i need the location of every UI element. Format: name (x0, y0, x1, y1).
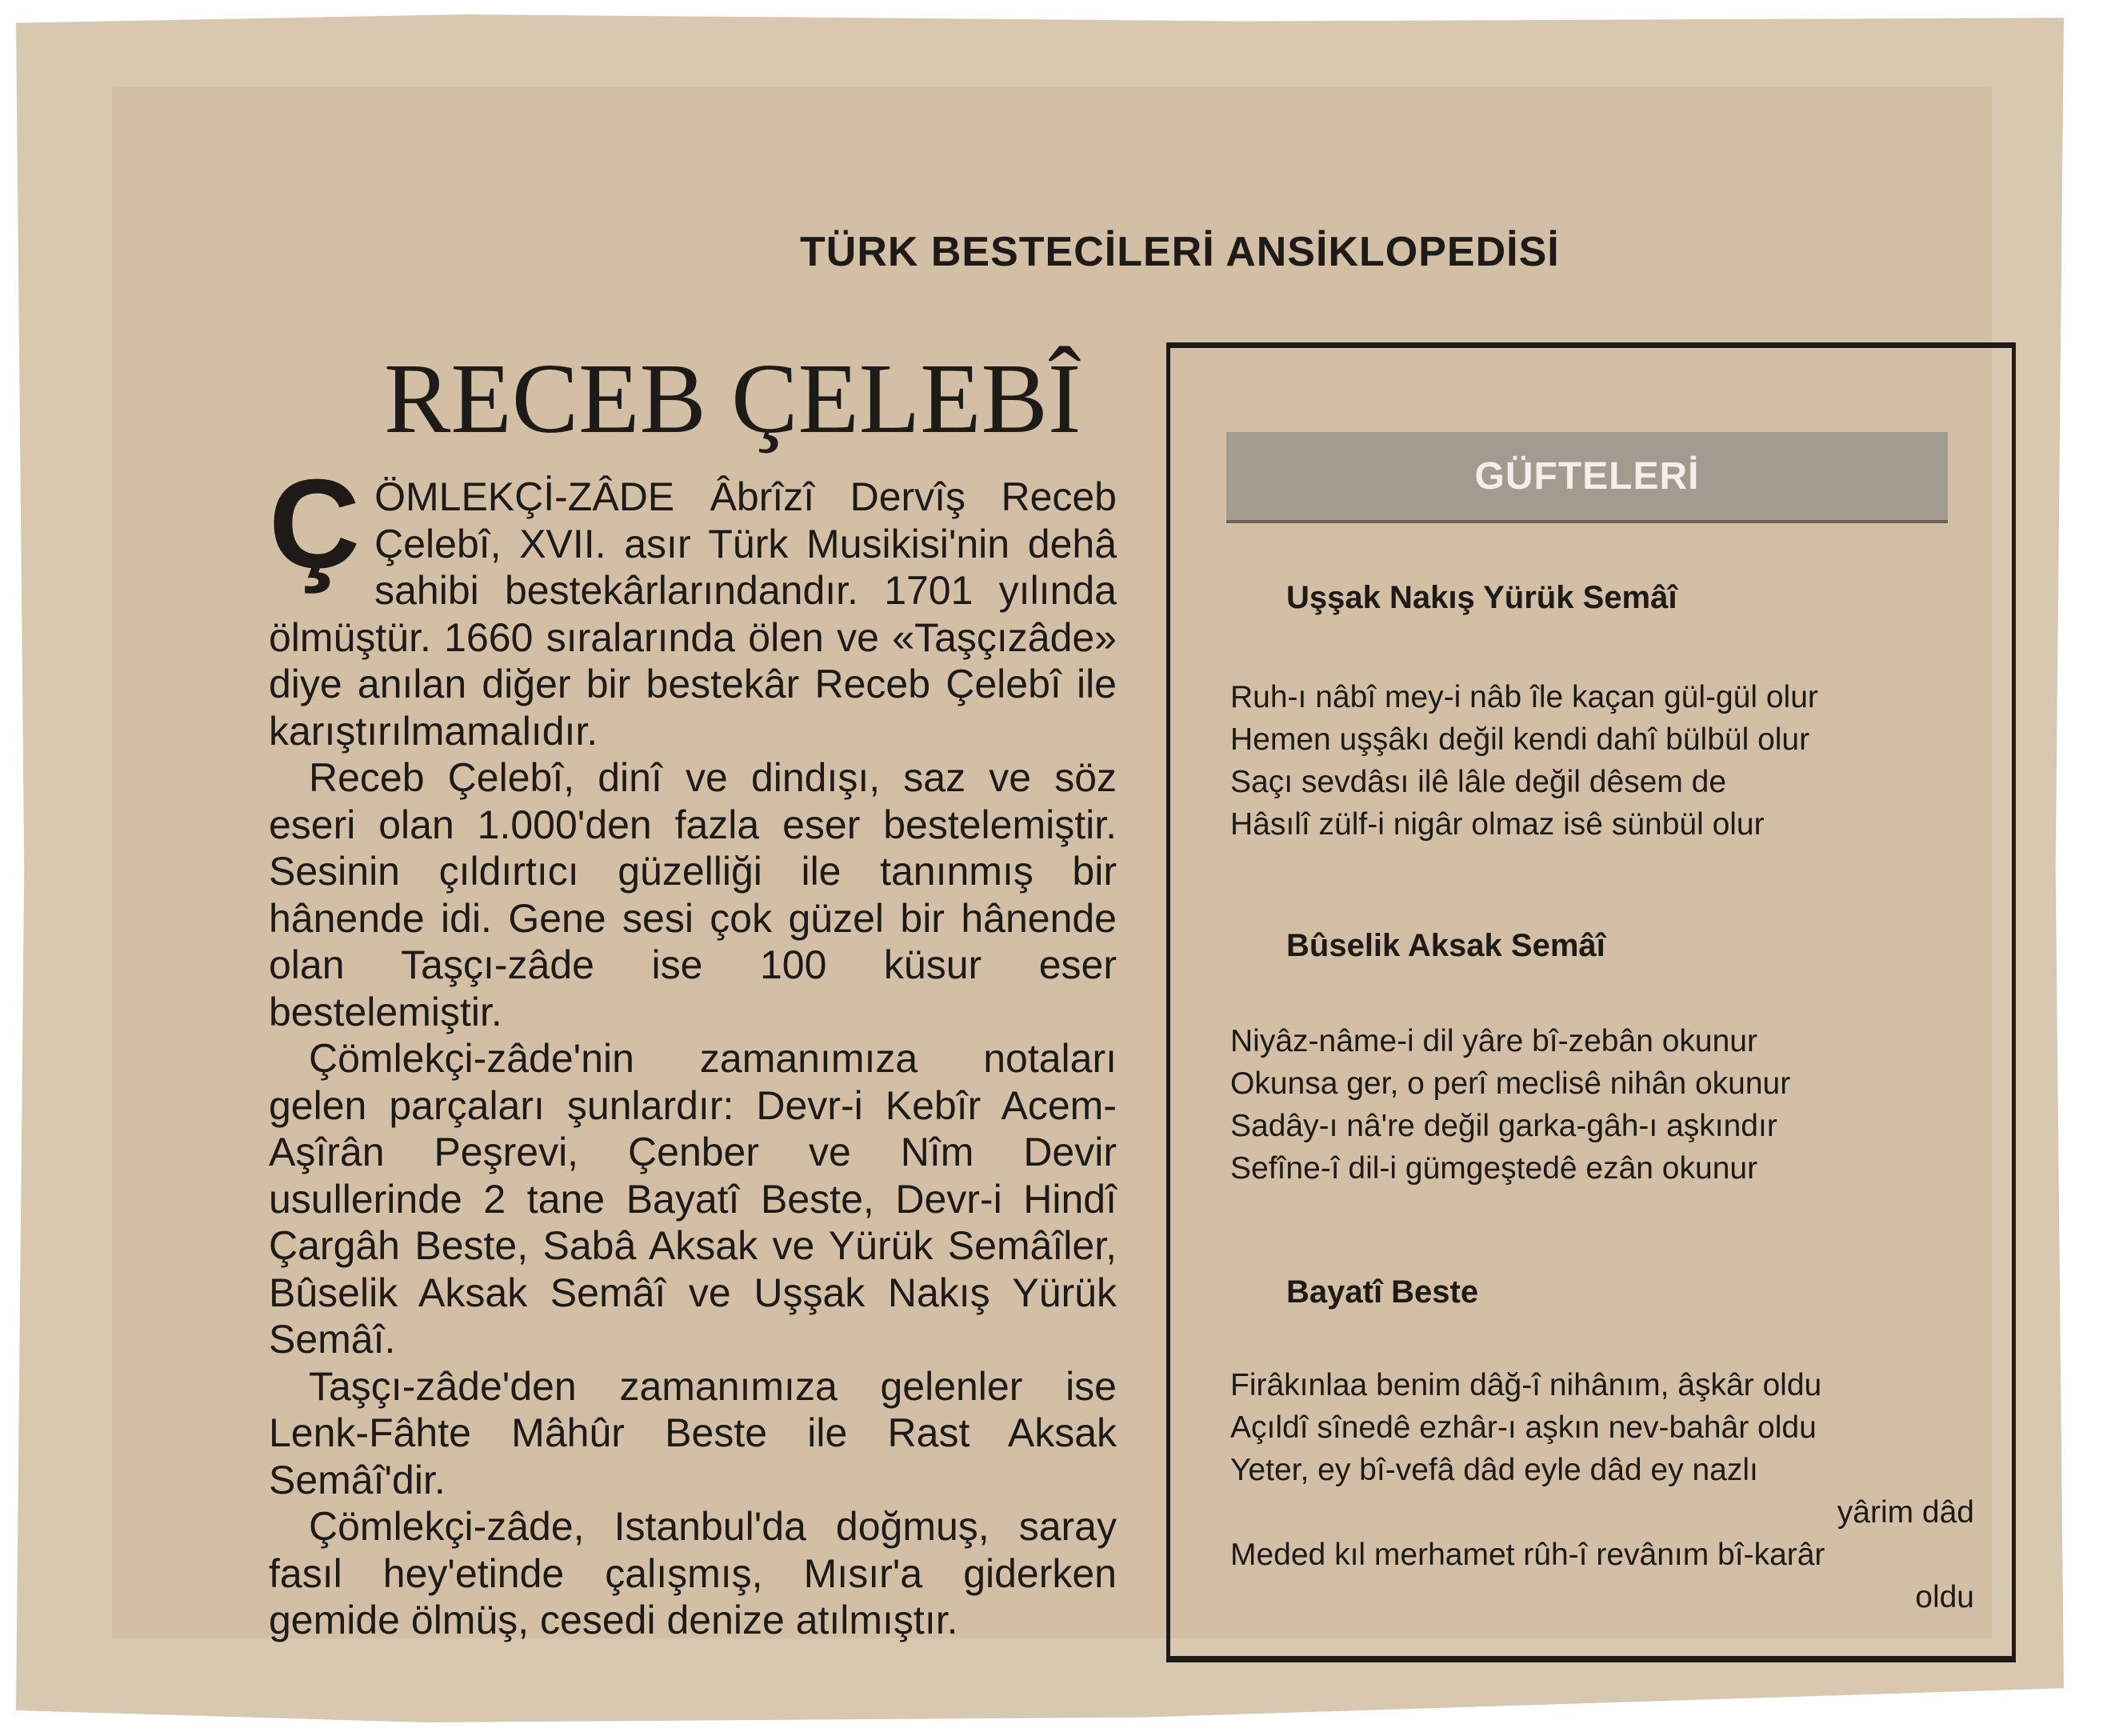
poem-title: Bayatî Beste (1286, 1274, 1479, 1310)
lyrics-heading: GÜFTELERİ (1226, 432, 1948, 523)
verse-line: Okunsa ger, o perî meclisê nihân okunur (1230, 1066, 1791, 1101)
article-paragraph: Taşçı-zâde'den zamanımıza gelenler ise Lenk-Fâhte Mâhûr Beste ile Rast Aksak Semâî'dir. (269, 1363, 1117, 1502)
verse-line: Firâkınlaa benim dâğ-î nihânım, âşkâr oldu (1230, 1368, 1822, 1402)
verse-line: Yeter, ey bî-vefâ dâd eyle dâd ey nazlı (1230, 1453, 1758, 1487)
verse-line: Ruh-ı nâbî mey-i nâb île kaçan gül-gül olur (1230, 680, 1818, 714)
encyclopedia-header: TÜRK BESTECİLERİ ANSİKLOPEDİSİ (800, 229, 1560, 275)
verse-line: Meded kıl merhamet rûh-î revânım bî-karâr (1230, 1538, 1825, 1572)
verse-line: Hâsılî zülf-i nigâr olmaz isê sünbül olur (1230, 807, 1765, 842)
article-title: RECEB ÇELEBÎ (384, 344, 1081, 454)
verse-line: Sefîne-î dil-i gümgeştedê ezân okunur (1230, 1151, 1758, 1186)
article-paragraph: Receb Çelebî, dinî ve dindışı, saz ve söz eseri olan 1.000'den fazla eser bestelemiştir. Sesinin çıldırtıcı güzelliği ile tanınmış bir hânende idi. Gene sesi çok güzel bir hânende olan Taşçı-zâde ise 100 küsur eser bestelemiştir. (269, 755, 1117, 1034)
article-paragraph: ÇÖMLEKÇİ-ZÂDE Âbrîzî Dervîş Receb Çelebî, XVII. asır Türk Musikisi'nin dehâ sahibi bestekârlarındandır. 1701 yılında ölmüştür. 1660 sıralarında ölen ve «Taşçızâde» diye anılan diğer bir bestekâr Receb Çelebî ile karıştırılmamalıdır. (269, 454, 1117, 754)
drop-cap: Ç (269, 454, 361, 594)
article-body (269, 454, 1117, 1644)
verse-line: Sadây-ı nâ're değil garka-gâh-ı aşkındır (1230, 1109, 1777, 1143)
poem-verses (1230, 1364, 1974, 1618)
article-paragraph: Çömlekçi-zâde, Istanbul'da doğmuş, saray fasıl hey'etinde çalışmış, Mısır'a giderken gemide ölmüş, cesedi denize atılmıştır. (269, 1504, 1117, 1642)
verse-line-continuation: yârim dâd (1837, 1495, 1974, 1530)
verse-line: Hemen uşşâkı değil kendi dahî bülbül olur (1230, 722, 1810, 757)
verse-line-continuation: oldu (1915, 1580, 1974, 1614)
poem-verses (1230, 1020, 1974, 1190)
poem-title: Bûselik Aksak Semâî (1286, 928, 1605, 963)
poem-title: Uşşak Nakış Yürük Semâî (1286, 580, 1677, 615)
lyrics-sidebar (1166, 342, 2016, 1662)
article-paragraph: Çömlekçi-zâde'nin zamanımıza notaları gelen parçaları şunlardır: Devr-i Kebîr Acem-Aşîrân Peşrevi, Çenber ve Nîm Devir usullerinde 2 tane Bayatî Beste, Devr-i Hindî Çargâh Beste, Sabâ Aksak ve Yürük Semâîler, Bûselik Aksak Semâî ve Uşşak Nakış Yürük Semâî. (269, 1036, 1117, 1362)
poem-verses (1230, 676, 1974, 846)
verse-line: Saçı sevdâsı ilê lâle değil dêsem de (1230, 765, 1727, 799)
verse-line: Açıldî sînedê ezhâr-ı aşkın nev-bahâr oldu (1230, 1410, 1817, 1445)
verse-line: Niyâz-nâme-i dil yâre bî-zebân okunur (1230, 1024, 1757, 1058)
